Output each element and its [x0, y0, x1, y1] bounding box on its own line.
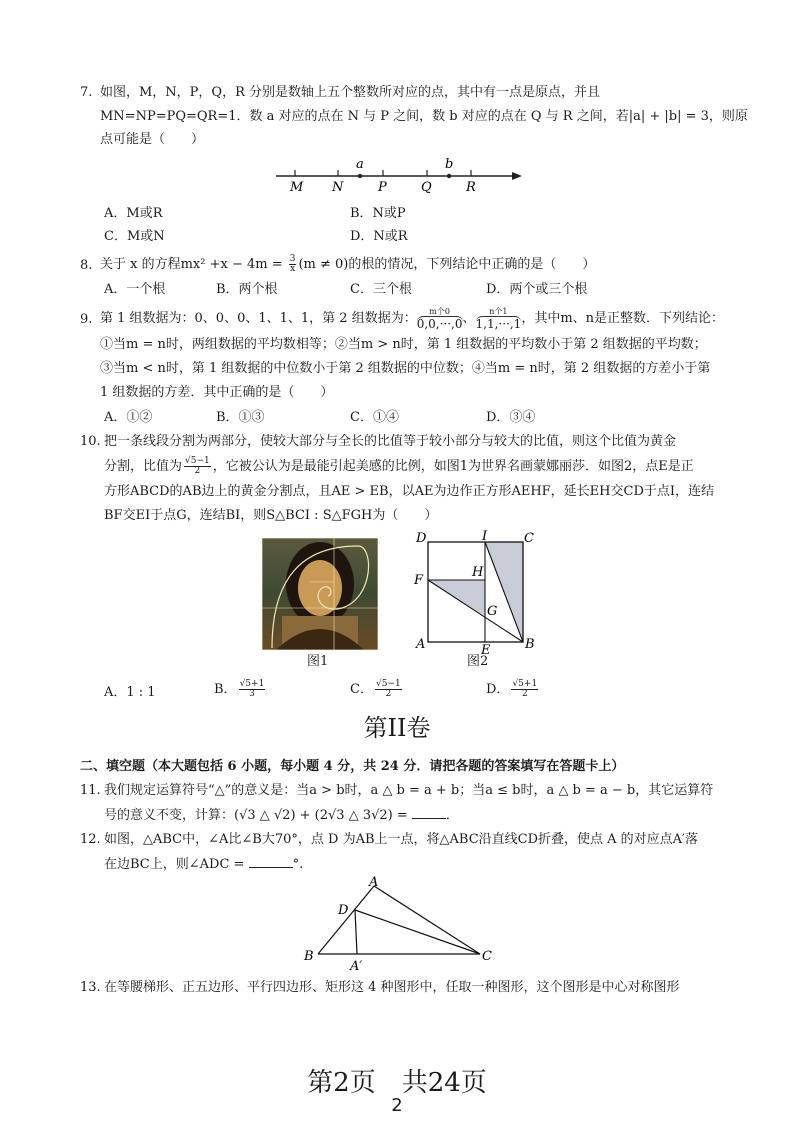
q10-option-d-letter: D． — [486, 682, 510, 697]
nl-label-b: b — [445, 157, 454, 172]
page-footer-label: 第2页 共24页 — [307, 1068, 487, 1098]
fig2-label-c: C — [524, 531, 534, 546]
figure2-caption: 图2 — [467, 654, 489, 669]
q7-option-a: A．M或R — [104, 206, 163, 221]
tri-label-a-prime: A′ — [350, 959, 363, 974]
q12-line2 — [104, 855, 303, 874]
q10-option-d-den: 2 — [521, 689, 528, 699]
q10-ratio-den: 2 — [194, 466, 201, 476]
q9-line1: 第 1 组数据为：0、0、0、1、1、1，第 2 组数据为： m个0 0,0,···,0 、 n个1 1,1,···,1 ，其中m、n是正整数．下列结论： — [100, 306, 725, 331]
fig2-label-d: D — [416, 531, 427, 546]
q10-golden-ratio — [184, 457, 211, 476]
q11-line2: 号的意义不变，计算：(√3 △ √2) + (2√3 △ 3√2) = ． — [104, 808, 459, 823]
q10-option-c-letter: C． — [350, 682, 373, 697]
q10-option-b-den: 3 — [249, 689, 255, 699]
q11-answer-blank — [412, 806, 446, 819]
q12-number: 12. — [80, 832, 101, 847]
section-2-title: 第II卷 — [363, 714, 431, 742]
nl-label-p: P — [378, 180, 387, 195]
q9-group2-ones — [476, 307, 522, 331]
q10-option-b-letter: B． — [214, 682, 237, 697]
q7-number-line — [270, 155, 530, 195]
q9-option-d: D．③④ — [486, 410, 536, 425]
q8-frac-den: x — [290, 264, 296, 274]
page-number: 2 — [391, 1095, 403, 1116]
q10-line3: 方形ABCD的AB边上的黄金分割点，且AE > EB，以AE为边作正方形AEHF，延长EH交CD于点I，连结 — [104, 484, 715, 499]
q12-line2-post: °. — [292, 857, 304, 872]
nl-label-r: R — [466, 180, 476, 195]
fig2-label-a: A — [416, 637, 426, 652]
fill-in-heading: 二、填空题（本大题包括 6 小题，每小题 4 分，共 24 分．请把各题的答案填写在答题卡上） — [80, 759, 625, 774]
q9-line2: ①当m = n时，两组数据的平均数相等；②当m > n时，第 1 组数据的平均数小于第 2 组数据的平均数； — [100, 337, 707, 352]
fig2-label-b: B — [525, 637, 535, 652]
q7-option-c: C．M或N — [104, 229, 165, 244]
q8-stem-pre: 关于 x 的方程mx² +x − 4m = — [100, 257, 287, 272]
q10-option-b — [214, 680, 267, 699]
q11-line1: 我们规定运算符号“△”的意义是：当a > b时，a △ b = a + b；当a ≤ b时，a △ b = a − b，其它运算符 — [104, 783, 714, 798]
q10-option-d-num: √5+1 — [512, 679, 538, 689]
nl-label-a: a — [356, 157, 364, 172]
tri-label-a: A — [369, 876, 379, 890]
tri-label-b: B — [304, 949, 314, 964]
q10-number: 10. — [80, 434, 101, 449]
q13-number: 13. — [80, 980, 101, 995]
q10-ratio-num: √5−1 — [185, 456, 210, 466]
q7-number: 7. — [80, 85, 93, 100]
q9-option-c: C．①④ — [350, 410, 399, 425]
q10-option-c — [350, 680, 404, 699]
q9-line1-pre: 第 1 组数据为：0、0、0、1、1、1，第 2 组数据为： — [100, 311, 417, 326]
q12-line2-pre: 在边BC上，则∠ADC = — [104, 857, 249, 872]
golden-square-figure — [410, 528, 540, 658]
q9-option-a: A．①② — [104, 410, 153, 425]
q12-answer-blank — [249, 855, 293, 868]
nl-label-q: Q — [421, 180, 432, 195]
nl-label-n: N — [332, 180, 344, 195]
q7-line1: 如图，M，N，P，Q，R 分别是数轴上五个整数所对应的点，其中有一点是原点，并且 — [100, 85, 601, 100]
q10-option-d-frac — [511, 680, 538, 699]
q9-group1-zeros — [417, 307, 463, 331]
q9-line1-post: ，其中m、n是正整数．下列结论： — [521, 311, 725, 326]
q8-option-c: C．三个根 — [350, 282, 412, 297]
q10-line2 — [104, 457, 694, 476]
q10-line2-pre: 分割，比值为 — [104, 459, 183, 474]
q10-option-b-frac — [239, 680, 266, 699]
q10-line1: 把一条线段分割为两部分，使较大部分与全长的比值等于较小部分与较大的比值，则这个比值为黄金 — [104, 434, 677, 449]
q9-group2-count: n个1 — [489, 306, 508, 316]
q8-option-d: D．两个或三个根 — [486, 282, 588, 297]
q8-frac-num: 3 — [289, 254, 296, 264]
mona-lisa-figure — [262, 538, 378, 650]
q8-number: 8. — [80, 258, 93, 273]
fig2-label-e: E — [481, 643, 491, 658]
triangle-fold-figure — [300, 876, 500, 976]
q8-fraction — [289, 255, 297, 274]
tri-label-d: D — [338, 903, 349, 918]
q10-line2-post: ，它被公认为是最能引起美感的比例，如图1为世界名画蒙娜丽莎．如图2，点E是正 — [212, 459, 694, 474]
fig2-label-h: H — [472, 565, 484, 580]
q10-option-c-num: √5−1 — [375, 679, 401, 689]
q9-group2-values: 1,1,···,1 — [475, 316, 522, 331]
q9-number: 9. — [80, 312, 93, 327]
q9-line4: 1 组数据的方差．其中正确的是（ ） — [100, 385, 334, 400]
q9-line3: ③当m < n时，第 1 组数据的中位数小于第 2 组数据的中位数；④当m = n时，第 2 组数据的方差小于第 — [100, 361, 711, 376]
q11-line2-text: 号的意义不变，计算：(√3 △ √2) + (2√3 △ 3√2) = — [104, 808, 412, 823]
q10-line4: BF交EI于点G，连结BI，则S△BCI : S△FGH为（ ） — [104, 508, 438, 523]
figure1-caption: 图1 — [307, 654, 329, 669]
q7-option-b: B．N或P — [350, 206, 406, 221]
q9-group1-count: m个0 — [429, 306, 450, 316]
q8-stem-post: (m ≠ 0)的根的情况，下列结论中正确的是（ ） — [298, 257, 596, 272]
q10-option-c-den: 2 — [385, 689, 392, 699]
q10-option-a: A．1 : 1 — [104, 685, 156, 700]
q11-number: 11. — [80, 783, 101, 798]
q8-option-b: B．两个根 — [216, 282, 278, 297]
nl-label-m: M — [290, 180, 304, 195]
fig2-label-i: I — [482, 529, 488, 544]
q12-line1: 如图，△ABC中，∠A比∠B大70°，点 D 为AB上一点，将△ABC沿直线CD折叠，使点 A 的对应点A′落 — [104, 832, 699, 847]
q7-line3: 点可能是（ ） — [100, 132, 205, 147]
q10-option-c-frac — [375, 680, 402, 699]
q10-option-d — [486, 680, 540, 699]
q9-group1-values: 0,0,···,0 — [416, 316, 463, 331]
q8-stem — [100, 255, 595, 274]
tri-label-c: C — [482, 949, 492, 964]
q7-option-d: D．N或R — [350, 229, 408, 244]
q13-line1: 在等腰梯形、正五边形、平行四边形、矩形这 4 种图形中，任取一种图形，这个图形是中心对称图形 — [104, 980, 680, 995]
q10-option-b-num: √5+1 — [239, 679, 265, 689]
fig2-label-g: G — [487, 604, 498, 619]
q9-option-b: B．①③ — [216, 410, 265, 425]
fig2-label-f: F — [414, 573, 424, 588]
q7-line2: MN=NP=PQ=QR=1．数 a 对应的点在 N 与 P 之间，数 b 对应的点在 Q 与 R 之间，若|a| + |b| = 3，则原 — [100, 109, 748, 124]
q8-option-a: A．一个根 — [104, 282, 166, 297]
